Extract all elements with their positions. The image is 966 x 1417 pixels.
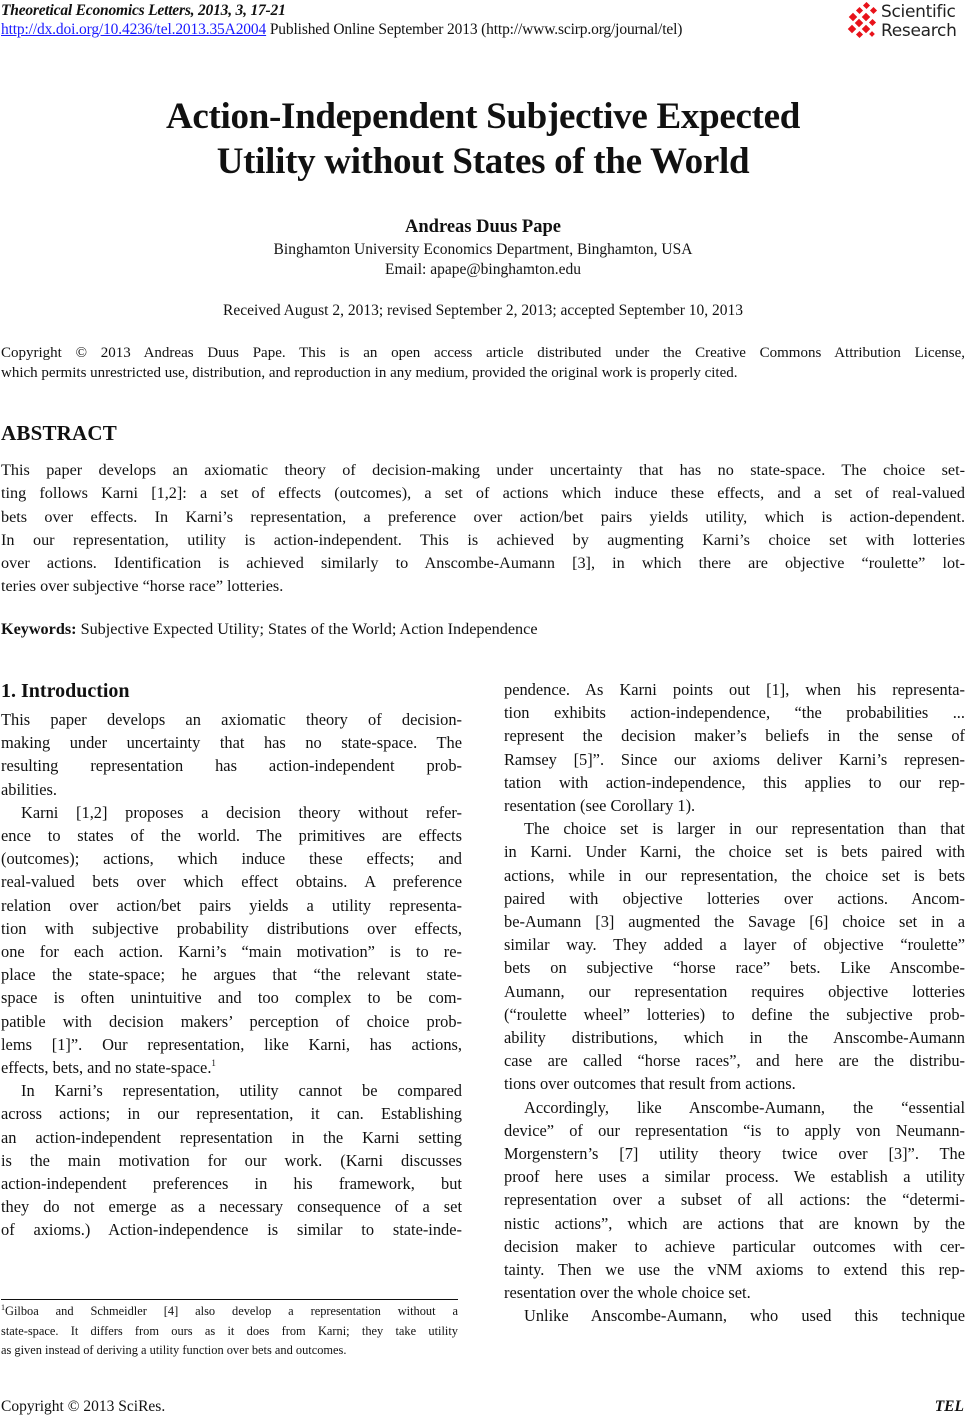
title-line-1: Action-Independent Subjective Expected [165, 96, 801, 137]
body-text-line: making under uncertainty that has no state-space. The [1, 733, 462, 753]
body-text-line: tion exhibits action-independence, “the probabilities ... [504, 703, 965, 723]
body-text-line: represent the decision maker’s beliefs in the sense of [504, 726, 965, 746]
footnote-line: $^1$Gilboa and Schmeidler [4] also develop a representation without a [1, 1303, 458, 1318]
body-text-line: tions over outcomes that result from actions. [504, 1074, 796, 1094]
body-text-line: they do not emerge as a necessary consequence of a set [1, 1197, 462, 1217]
body-text-line: be-Aumann [3] augmented the Savage [6] choice set in a [504, 912, 965, 932]
body-text-line: Accordingly, like Anscombe-Aumann, the “essential [524, 1097, 965, 1117]
body-column-right [504, 678, 965, 1328]
keywords-label: Keywords: [1, 620, 77, 638]
body-text-line: in Karni. Under Karni, the choice set is bets paired with [504, 842, 965, 862]
license-line: which permits unrestricted use, distribution, and reproduction in any medium, provided the original work is properly cited. [1, 365, 738, 381]
body-text-line: (outcomes); actions, which induce these effects; and [1, 849, 462, 869]
footnote-marker: 1 [1, 1303, 5, 1312]
body-text-line: abilities. [1, 779, 57, 799]
right-column-text [504, 678, 965, 1328]
body-text-line: bets on subjective “horse race” bets. Like Anscombe- [504, 958, 965, 978]
affiliation: Binghamton University Economics Department, Binghamton, USA [273, 241, 693, 258]
license-line: Copyright © 2013 Andreas Duus Pape. This is an open access article distributed under the Creative Commons Attribution License, [1, 345, 965, 361]
footnote-line: as given instead of deriving a utility function over bets and outcomes. [1, 1343, 347, 1357]
body-text-line: Aumann, our representation requires objective lotteries [504, 981, 965, 1001]
body-text-line: Morgenstern’s [7] utility theory twice over [3]”. The [504, 1144, 965, 1164]
body-text-line: effects, bets, and no state-space.$^1$ [1, 1058, 216, 1078]
body-text-line: patible with decision makers’ perception of choice prob- [1, 1011, 462, 1031]
journal-name: Theoretical Economics Letters [1, 2, 191, 19]
abstract-heading: ABSTRACT [1, 421, 117, 445]
body-text-line: This paper develops an axiomatic theory of decision- [1, 710, 462, 729]
footer-copyright: Copyright © 2013 SciRes. [1, 1398, 166, 1415]
body-text-line: resentation (see Corollary 1). [504, 796, 696, 816]
body-text-line: Unlike Anscombe-Aumann, who used this technique [524, 1306, 965, 1326]
body-text-line: an action-independent representation in the Karni setting [1, 1127, 462, 1147]
body-text-line: (“roulette wheel” lotteries) to define the subjective prob- [504, 1004, 965, 1024]
body-text-line: place the state-space; he argues that “the relevant state- [1, 965, 462, 985]
body-text-line: case are called “horse races”, and here are the distribu- [504, 1051, 965, 1071]
body-text-line: Ramsey [5]”. Since our axioms deliver Karni’s represen- [504, 749, 965, 769]
footer-journal-abbrev: TEL [934, 1398, 964, 1415]
footnote [1, 1302, 458, 1361]
body-text-line: The choice set is larger in our representation than that [524, 819, 965, 839]
body-text-line: ability distributions, which in the Anscombe-Aumann [504, 1028, 965, 1048]
author-name: Andreas Duus Pape [405, 217, 561, 237]
body-text-line: relation over action/bet pairs yields a utility representa- [1, 895, 462, 915]
body-text-line: resentation over the whole choice set. [504, 1283, 751, 1303]
abstract-line: In our representation, utility is action-independent. This is achieved by augmenting Karni’s choice set with lotteries [1, 530, 965, 549]
body-text-line: device” of our representation “is to apply von Neumann- [504, 1120, 965, 1140]
body-text-line: similar way. They added a layer of objective “roulette” [504, 935, 965, 955]
body-text-line: lems [1]”. Our representation, like Karni, has actions, [1, 1034, 462, 1054]
body-text-line: resulting representation has action-independent prob- [1, 756, 462, 776]
body-text-line: action-independent preferences in his framework, but [1, 1174, 462, 1194]
body-text-line: one for each action. Karni’s “main motivation” is to re- [1, 942, 462, 962]
body-text-line: representation over a subset of all actions: the “determi- [504, 1190, 965, 1210]
paper-title [0, 94, 966, 184]
logo-text-scientific: Scientific [881, 2, 956, 22]
body-text-line: proof here uses a similar process. We establish a utility [504, 1167, 965, 1187]
doi-line [1, 21, 682, 39]
body-text-line: decision maker to achieve particular outcomes with cer- [504, 1236, 965, 1256]
abstract-body [1, 459, 965, 599]
body-text-line: actions, while in our representation, the choice set is bets [504, 865, 965, 885]
license-notice [1, 343, 965, 383]
body-text-line: Karni [1,2] proposes a decision theory without refer- [21, 802, 462, 822]
body-text-line: tation with action-independence, this applies to our rep- [504, 772, 965, 792]
body-column-left [1, 678, 462, 1242]
section-heading-introduction: 1. Introduction [1, 680, 130, 702]
abstract-line: over actions. Identification is achieved similarly to Anscombe-Aumann [3], in which there are objective “roulette” lot- [1, 554, 965, 573]
author-affiliation-block [0, 240, 966, 280]
body-text-line: In Karni’s representation, utility cannot be compared [21, 1081, 462, 1101]
doi-link[interactable]: http://dx.doi.org/10.4236/tel.2013.35A2004 [1, 21, 267, 38]
journal-citation [1, 2, 286, 20]
body-text-line: tainty. Then we use the vNM axioms to extend this rep- [504, 1260, 965, 1280]
received-dates: Received August 2, 2013; revised September 2, 2013; accepted September 10, 2013 [223, 302, 743, 319]
body-text-line: is the main motivation for our work. (Karni discusses [1, 1150, 462, 1170]
body-text-line: paired with objective lotteries over actions. Ancom- [504, 888, 965, 908]
title-line-2: Utility without States of the World [216, 141, 750, 182]
body-text-line: ence to states of the world. The primitives are effects [1, 826, 462, 846]
keywords-list: Subjective Expected Utility; States of the World; Action Independence [76, 620, 538, 638]
body-text-line: nistic actions”, which are actions that are known by the [504, 1213, 965, 1233]
body-text-line: tion with subjective probability distributions over effects, [1, 918, 462, 938]
journal-volume-pages: , 2013, 3, 17-21 [190, 2, 286, 19]
scientific-research-logo [846, 0, 966, 44]
footnote-reference[interactable]: 1 [211, 1058, 216, 1069]
diamond-cluster-logo-icon [846, 2, 880, 42]
keywords [1, 620, 538, 639]
abstract-line: bets over effects. In Karni’s representation, a preference over action/bet pairs yields utility, which is action-dependent. [1, 507, 965, 526]
footnote-line: state-space. It differs from ours as it does from Karni; they take utility [1, 1323, 458, 1338]
abstract-line: teries over subjective “horse race” lotteries. [1, 577, 284, 596]
body-text-line: pendence. As Karni points out [1], when his representa- [504, 680, 965, 699]
body-text-line: across actions; in our representation, it can. Establishing [1, 1104, 462, 1124]
footnote-divider [1, 1299, 458, 1300]
abstract-line: ting follows Karni [1,2]: a set of effects (outcomes), a set of actions which induce these effects, and a set of real-valued [1, 484, 965, 503]
logo-text-research: Research [881, 21, 957, 41]
body-text-line: of axioms.) Action-independence is similar to state-inde- [1, 1220, 462, 1240]
body-text-line: space is often unintuitive and too complex to be com- [1, 988, 462, 1008]
abstract-line: This paper develops an axiomatic theory of decision-making under uncertainty that has no state-space. The choice set- [1, 461, 965, 479]
body-text-line: real-valued bets over which effect obtains. A preference [1, 872, 462, 892]
author-email: Email: apape@binghamton.edu [385, 261, 581, 278]
left-column-text [1, 708, 462, 1242]
published-online-text: Published Online September 2013 (http://www.scirp.org/journal/tel) [266, 21, 683, 38]
